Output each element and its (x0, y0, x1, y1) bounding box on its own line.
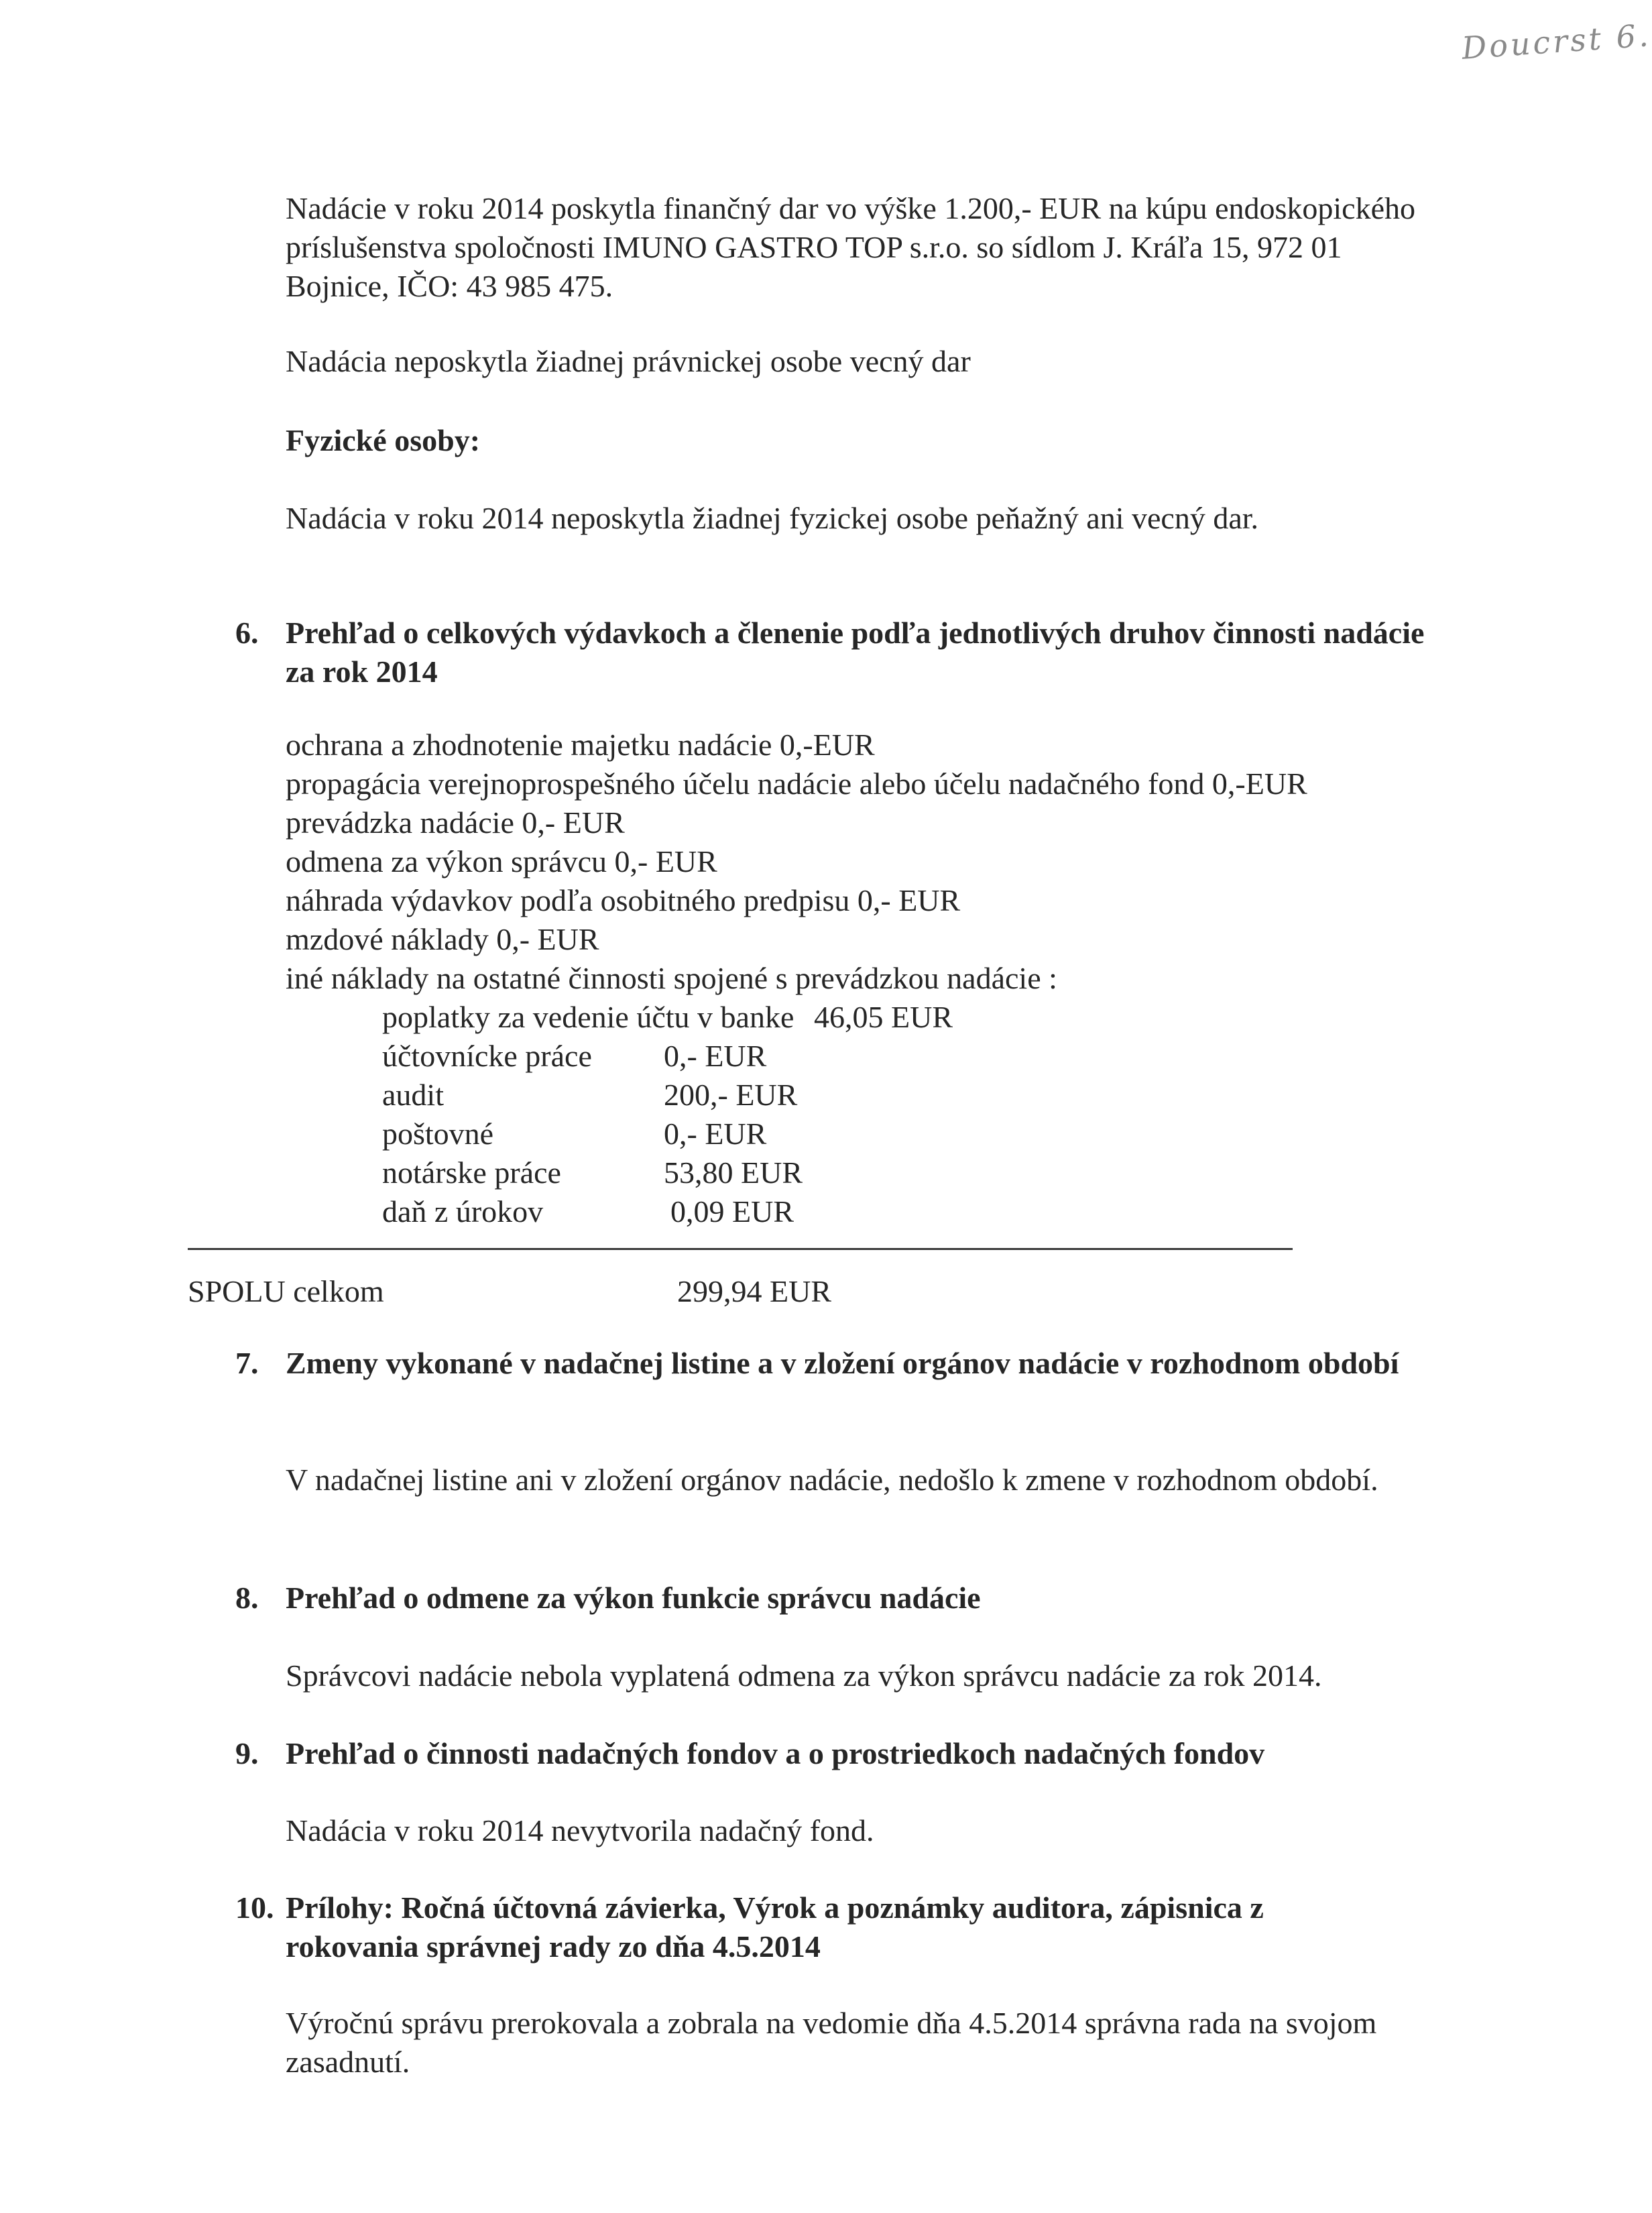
intro-paragraph-natural-persons: Nadácia v roku 2014 neposkytla žiadnej fyzickej osobe peňažný ani vecný dar. (286, 501, 1259, 535)
section-9-title: Prehľad o činnosti nadačných fondov a o prostriedkoch nadačných fondov (286, 1736, 1265, 1770)
other-cost-value: 0,- EUR (664, 1117, 767, 1151)
subheading-natural-persons: Fyzické osoby: (286, 423, 481, 457)
section-7-text: V nadačnej listine ani v zložení orgánov nadácie, nedošlo k zmene v rozhodnom období. (286, 1463, 1378, 1497)
expense-line: iné náklady na ostatné činnosti spojené s prevádzkou nadácie : (286, 961, 1057, 995)
section-8-number: 8. (235, 1581, 259, 1615)
handwritten-page-note: Doucrst 6. (1460, 17, 1652, 66)
section-6-title: Prehľad o celkových výdavkoch a členenie podľa jednotlivých druhov činnosti nadácie za rok 2014 (286, 616, 1425, 689)
other-cost-label: daň z úrokov (382, 1194, 544, 1229)
total-label: SPOLU celkom (188, 1274, 384, 1308)
expense-line: náhrada výdavkov podľa osobitného predpisu 0,- EUR (286, 883, 961, 917)
other-cost-value: 53,80 EUR (664, 1155, 803, 1190)
section-10-text: Výročnú správu prerokovala a zobrala na vedomie dňa 4.5.2014 správna rada na svojom zasadnutí. (286, 2006, 1377, 2079)
section-7-number: 7. (235, 1346, 259, 1380)
other-cost-value: 0,09 EUR (670, 1194, 794, 1229)
section-7-title: Zmeny vykonané v nadačnej listine a v zložení orgánov nadácie v rozhodnom období (286, 1346, 1399, 1380)
intro-paragraph-donation: Nadácie v roku 2014 poskytla finančný dar vo výške 1.200,- EUR na kúpu endoskopického príslušenstva spoločnosti IMUNO GASTRO TOP s.r.o. so sídlom J. Kráľa 15, 972 01 Bojnice, IČO: 43 985 475. (286, 191, 1416, 303)
expense-line: mzdové náklady 0,- EUR (286, 922, 599, 956)
other-cost-label: poštovné (382, 1117, 494, 1151)
intro-paragraph-no-inkind: Nadácia neposkytla žiadnej právnickej osobe vecný dar (286, 344, 971, 378)
other-cost-label: poplatky za vedenie účtu v banke (382, 1000, 794, 1034)
other-cost-value: 46,05 EUR (814, 1000, 953, 1034)
other-cost-label: notárske práce (382, 1155, 561, 1190)
section-6-number: 6. (235, 616, 259, 650)
expense-line: odmena za výkon správcu 0,- EUR (286, 844, 717, 878)
total-divider (188, 1248, 1293, 1250)
other-cost-label: účtovnícke práce (382, 1039, 592, 1073)
expense-line: prevádzka nadácie 0,- EUR (286, 805, 625, 840)
other-cost-value: 200,- EUR (664, 1078, 798, 1112)
section-8-title: Prehľad o odmene za výkon funkcie správcu nadácie (286, 1581, 981, 1615)
other-cost-value: 0,- EUR (664, 1039, 767, 1073)
other-cost-label: audit (382, 1078, 444, 1112)
section-8-text: Správcovi nadácie nebola vyplatená odmena za výkon správcu nadácie za rok 2014. (286, 1658, 1322, 1693)
expense-line: propagácia verejnoprospešného účelu nadácie alebo účelu nadačného fond 0,-EUR (286, 767, 1307, 801)
section-9-number: 9. (235, 1736, 259, 1770)
section-10-number: 10. (235, 1890, 274, 1925)
expense-line: ochrana a zhodnotenie majetku nadácie 0,-EUR (286, 728, 875, 762)
section-9-text: Nadácia v roku 2014 nevytvorila nadačný fond. (286, 1813, 874, 1848)
section-10-title: Prílohy: Ročná účtovná závierka, Výrok a poznámky auditora, zápisnica z rokovania správnej rady zo dňa 4.5.2014 (286, 1890, 1264, 1964)
total-value: 299,94 EUR (677, 1274, 831, 1308)
